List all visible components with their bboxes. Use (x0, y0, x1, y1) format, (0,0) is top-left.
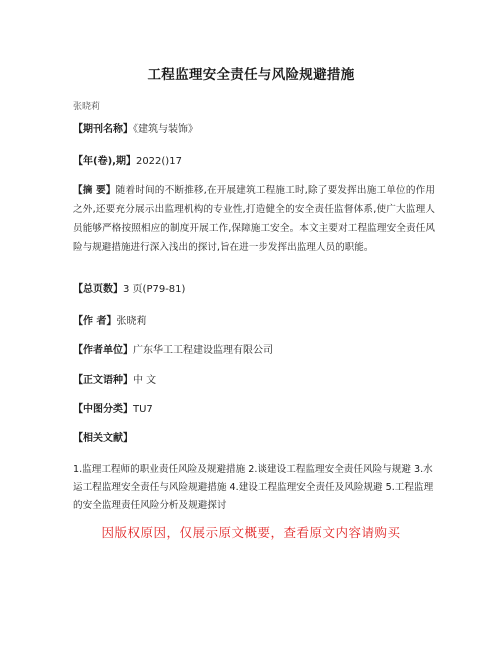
pages-field (73, 281, 433, 300)
authors-label: 【作 者】 (73, 316, 117, 327)
affiliation-value: 广东华工工程建设监理有限公司 (133, 345, 273, 356)
clc-label: 【中图分类】 (73, 404, 133, 415)
authors-value: 张晓莉 (116, 316, 147, 327)
abstract-value: 随着时间的不断推移,在开展建筑工程施工时,除了要发挥出施工单位的作用之外,还要充分展示出监理机构的专业性,打造健全的安全责任监督体系,使广大监理人员能够严格按照相应的制度开展工作,保障施工安全。本文主要对工程监理安全责任风险与规避措施进行深入浅出的探讨,旨在进一步发挥出监理人员的职能。 (73, 185, 435, 253)
authors-field (73, 313, 433, 332)
affiliation-field (73, 342, 433, 361)
clc-value: TU7 (133, 404, 153, 415)
affiliation-label: 【作者单位】 (73, 345, 133, 356)
abstract-label: 【摘 要】 (73, 185, 116, 196)
abstract-field (73, 181, 435, 257)
clc-field (73, 401, 433, 420)
pages-label: 【总页数】 (73, 284, 123, 295)
language-label: 【正文语种】 (73, 375, 133, 386)
pages-value: 3 页(P79-81) (123, 284, 186, 295)
related-label: 【相关文献】 (73, 433, 133, 444)
related-list: 1.监理工程师的职业责任风险及规避措施 2.谈建设工程监理安全责任风险与规避 3.水运工程监理安全责任与风险规避措施 4.建设工程监理安全责任及风险规避 5.工程监理的安全监理责任风险分析及规避探讨 (73, 464, 434, 511)
year-issue-field (73, 153, 433, 172)
document-title: 工程监理安全责任与风险规避措施 (147, 67, 355, 83)
related-heading (73, 430, 433, 449)
journal-label: 【期刊名称】 (73, 124, 133, 135)
year-issue-value: 2022()17 (135, 156, 182, 167)
journal-value: 《建筑与装饰》 (133, 124, 198, 135)
year-issue-label: 【年(卷),期】 (73, 156, 136, 167)
language-value: 中 文 (133, 375, 157, 386)
language-field (73, 372, 433, 391)
copyright-notice: 因版权原因，仅展示原文概要，查看原文内容请购买 (101, 525, 401, 540)
journal-field (73, 121, 433, 140)
author-line: 张晓莉 (73, 102, 101, 112)
